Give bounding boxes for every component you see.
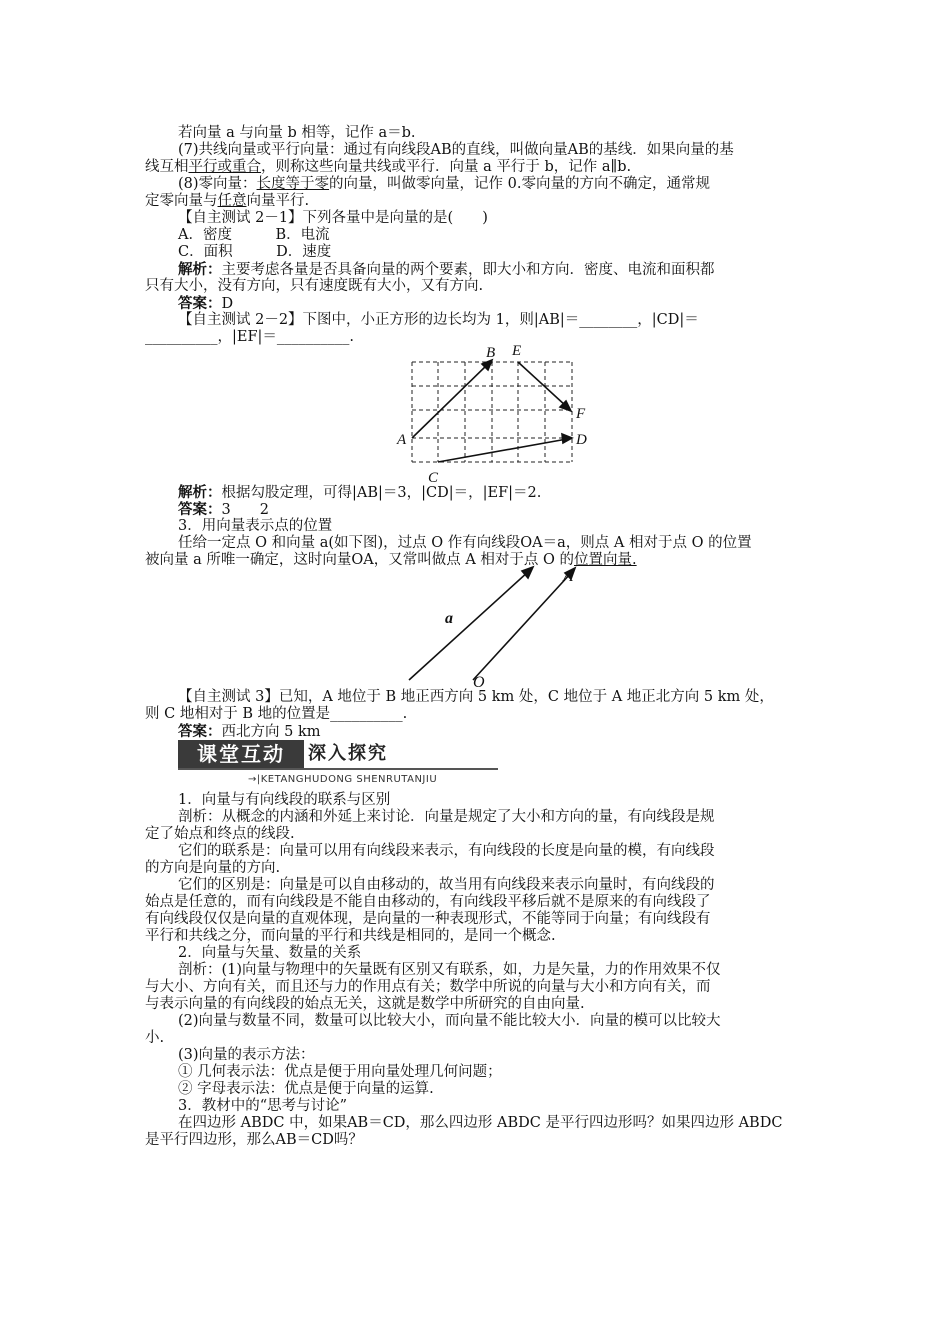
vector-ab [412, 364, 488, 438]
vector-oa [473, 573, 571, 680]
text-line: 的方向是向量的方向. [145, 860, 281, 876]
text-line [145, 159, 631, 176]
list-item: ② 字母表示法：优点是便于向量的运算. [178, 1081, 434, 1097]
text-line: 定了始点和终点的线段. [145, 826, 295, 842]
text-line: 始点是任意的，而有向线段是不能自由移动的，有向线段平移后就不是原来的有向线段了 [145, 894, 711, 910]
text-span: (8)零向量： [178, 176, 257, 192]
text-span: 主要考虑各量是否具备向量的两个要素，即大小和方向．密度、电流和面积都 [221, 262, 715, 278]
text-span: 向量平行. [246, 193, 310, 209]
exercise-title: 【自主测试 2－2】下图中，小正方形的边长均为 1，则|AB|＝________，|CD|＝ [178, 312, 699, 328]
analysis-label: 解析： [178, 484, 222, 501]
vector-a [409, 571, 529, 680]
section-heading: 3．用向量表示点的位置 [178, 518, 333, 534]
vector-label-a: a [445, 610, 453, 627]
banner-light-title: 深入探究 [308, 743, 388, 764]
text-line: (2)向量与数量不同，数量可以比较大小，而向量不能比较大小．向量的模可以比较大 [178, 1013, 721, 1029]
text-line: 小. [145, 1030, 165, 1046]
text-line: 剖析：从概念的内涵和外延上来讨论．向量是规定了大小和方向的量，有向线段是规 [178, 809, 715, 825]
text-span: 3 2 [221, 502, 269, 518]
answer-line [178, 501, 269, 519]
text-line: 若向量 a 与向量 b 相等，记作 a＝b. [178, 125, 416, 141]
banner-dark-title: 课堂互动 [178, 740, 304, 768]
text-line [178, 176, 710, 193]
answer-line [178, 723, 320, 741]
analysis-line [178, 484, 541, 502]
underlined-text: 平行或重合 [188, 159, 261, 175]
vector-cd [438, 439, 567, 462]
exercise-title: 【自主测试 2－1】下列各量中是向量的是( ) [178, 210, 488, 226]
answer-line [178, 295, 233, 313]
point-label-f: F [576, 406, 586, 422]
text-line: 在四边形 ABDC 中，如果AB＝CD，那么四边形 ABDC 是平行四边形吗？如果四边形 ABDC [178, 1115, 783, 1131]
text-line: 与表示向量的有向线段的始点无关，这就是数学中所研究的自由向量. [145, 996, 585, 1012]
text-line: (7)共线向量或平行向量：通过有向线段AB的直线，叫做向量AB的基线．如果向量的基 [178, 142, 734, 158]
text-line: (3)向量的表示方法： [178, 1047, 315, 1063]
text-span: 线互相 [145, 159, 189, 175]
banner-rule [178, 768, 498, 770]
point-label-a: A [397, 432, 407, 448]
choice-line: C．面积 D．速度 [178, 244, 332, 260]
text-line: 与大小、方向有关，而且还与力的作用点有关；数学中所说的向量与大小和方向有关，而 [145, 979, 711, 995]
grid-vector-figure [390, 340, 600, 488]
list-item: ① 几何表示法：优点是便于用向量处理几何问题； [178, 1064, 502, 1080]
text-span: ，则称这些向量共线或平行．向量 a 平行于 b，记作 a∥b. [261, 159, 632, 175]
text-line [145, 193, 309, 210]
answer-label: 答案： [178, 501, 222, 518]
text-line: 剖析：(1)向量与物理中的矢量既有区别又有联系，如，力是矢量，力的作用效果不仅 [178, 962, 721, 978]
point-label-c: C [428, 470, 439, 486]
section-banner [178, 740, 498, 768]
arrowhead-d-icon [562, 434, 572, 443]
position-vector-figure [395, 565, 595, 690]
section-heading: 3．教材中的“思考与讨论” [178, 1098, 348, 1114]
text-line: 是平行四边形，那么AB＝CD吗？ [145, 1132, 363, 1148]
analysis-label: 解析： [178, 261, 222, 278]
answer-label: 答案： [178, 723, 222, 740]
text-line: __________，|EF|＝__________. [145, 329, 355, 345]
text-span: D [221, 296, 234, 312]
text-line: 有向线段仅仅是向量的直观体现，是向量的一种表现形式，不能等同于向量；有向线段有 [145, 911, 711, 927]
underlined-text: 位置向量. [574, 552, 637, 568]
text-line: 它们的区别是：向量是可以自由移动的，故当用有向线段来表示向量时，有向线段的 [178, 877, 715, 893]
choice-line: A．密度 B．电流 [178, 227, 330, 243]
text-span: 定零向量与 [145, 193, 218, 209]
point-label-e: E [512, 343, 522, 359]
underlined-text: 任意 [217, 193, 247, 209]
point-label-o: O [473, 674, 485, 690]
text-span: 西北方向 5 km [221, 724, 321, 740]
text-line: 只有大小，没有方向，只有速度既有大小，又有方向. [145, 278, 484, 294]
text-line: 任给一定点 O 和向量 a(如下图)，过点 O 作有向线段OA＝a，则点 A 相对于点 O 的位置 [178, 535, 752, 551]
text-line: 它们的联系是：向量可以用有向线段来表示，有向线段的长度是向量的模，有向线段 [178, 843, 715, 859]
analysis-line [178, 261, 715, 279]
banner-subtitle: →|KETANGHUDONG SHENRUTANJIU [248, 774, 438, 785]
text-span: 的向量，叫做零向量，记作 0.零向量的方向不确定，通常规 [329, 176, 710, 192]
text-span: 被向量 a 所唯一确定，这时向量OA，又常叫做点 A 相对于点 O 的 [145, 552, 575, 568]
text-line: 则 C 地相对于 B 地的位置是__________. [145, 706, 408, 722]
vector-ef [518, 362, 566, 406]
point-label-b: B [486, 345, 496, 361]
exercise-title: 【自主测试 3】已知，A 地位于 B 地正西方向 5 km 处，C 地位于 A 地正北方向 5 km 处， [178, 689, 774, 705]
section-heading: 2．向量与矢量、数量的关系 [178, 945, 362, 961]
point-label-a: A [563, 568, 573, 585]
underlined-text: 长度等于零 [256, 176, 330, 192]
section-heading: 1．向量与有向线段的联系与区别 [178, 792, 391, 808]
grid-lines [412, 362, 572, 462]
text-line: 平行和共线之分，而向量的平行和共线是相同的，是同一个概念. [145, 928, 556, 944]
point-label-d: D [576, 432, 587, 448]
answer-label: 答案： [178, 295, 222, 312]
text-span: 根据勾股定理，可得|AB|＝3，|CD|＝，|EF|＝2. [221, 485, 542, 501]
